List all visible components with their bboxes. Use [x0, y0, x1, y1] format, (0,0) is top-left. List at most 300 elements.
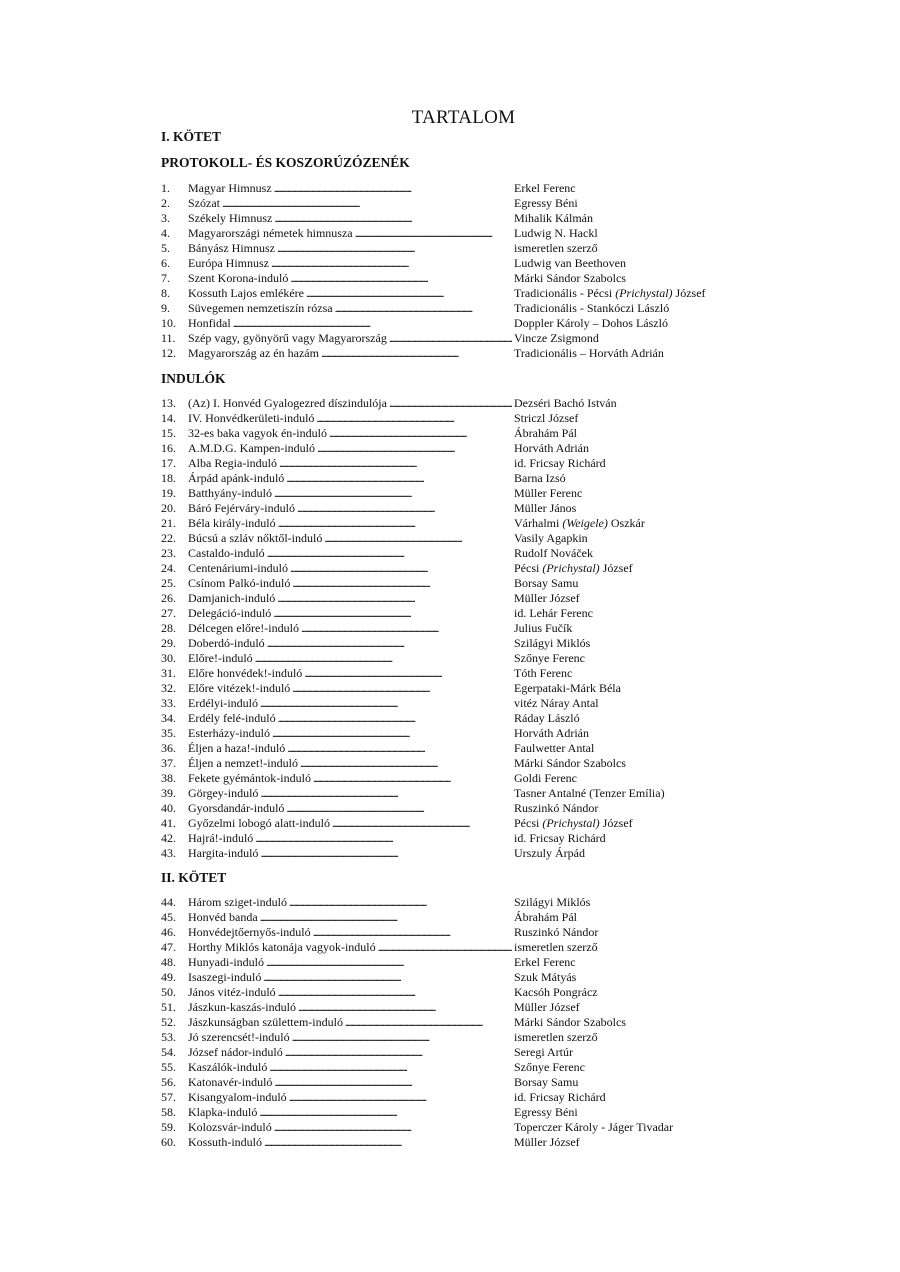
toc-entry	[161, 711, 781, 726]
toc-entry	[161, 985, 781, 1000]
entry-author-text: Ráday László	[514, 711, 580, 725]
entry-number: 39.	[161, 786, 176, 800]
toc-entry	[161, 801, 781, 816]
entry-author	[514, 411, 578, 426]
entry-number: 12.	[161, 346, 176, 360]
entry-number: 15.	[161, 426, 176, 440]
entry-author	[514, 1060, 585, 1075]
entry-author	[514, 985, 598, 1000]
toc-entry	[161, 1030, 781, 1045]
entry-author	[514, 591, 580, 606]
toc-entry	[161, 846, 781, 861]
entry-number: 11.	[161, 331, 176, 345]
entry-title	[188, 970, 512, 985]
toc-entry	[161, 241, 781, 256]
entry-author-text: Szőnye Ferenc	[514, 1060, 585, 1074]
entry-title-text: Klapka-induló	[188, 1105, 258, 1119]
entry-title	[188, 456, 512, 471]
toc-entry	[161, 1000, 781, 1015]
entry-number: 32.	[161, 681, 176, 695]
toc-entry	[161, 331, 781, 346]
entry-author	[514, 910, 577, 925]
entry-author	[514, 831, 606, 846]
volume-heading: II. KÖTET	[161, 870, 227, 885]
entry-title-text: Szép vagy, gyönyörű vagy Magyarország	[188, 331, 387, 345]
entry-number: 50.	[161, 985, 176, 999]
entry-title-text: Horthy Miklós katonája vagyok-induló	[188, 940, 376, 954]
entry-author	[514, 396, 617, 411]
entry-title-text: Bányász Himnusz	[188, 241, 275, 255]
entry-author-text: Kacsóh Pongrácz	[514, 985, 598, 999]
entry-author	[514, 1105, 578, 1120]
entry-author-text: Seregi Artúr	[514, 1045, 573, 1059]
toc-entry	[161, 681, 781, 696]
entry-author	[514, 316, 668, 331]
entry-title-text: Damjanich-induló	[188, 591, 276, 605]
entry-author	[514, 1015, 626, 1030]
entry-number: 42.	[161, 831, 176, 845]
entry-title-text: Fekete gyémántok-induló	[188, 771, 311, 785]
entry-number: 43.	[161, 846, 176, 860]
entry-number: 44.	[161, 895, 176, 909]
toc-entry	[161, 771, 781, 786]
entry-author	[514, 576, 578, 591]
entry-author	[514, 1075, 578, 1090]
toc-entry	[161, 970, 781, 985]
entry-title-text: Éljen a nemzet!-induló	[188, 756, 298, 770]
entry-title-text: Hajrá!-induló	[188, 831, 254, 845]
entry-number: 10.	[161, 316, 176, 330]
entry-author	[514, 816, 633, 831]
entry-author-text-after: József	[599, 561, 633, 575]
entry-title-text: Magyar Himnusz	[188, 181, 272, 195]
entry-title	[188, 910, 512, 925]
entry-author-text: vitéz Náray Antal	[514, 696, 599, 710]
entry-title	[188, 985, 512, 1000]
entry-title	[188, 1045, 512, 1060]
entry-author-text: Faulwetter Antal	[514, 741, 595, 755]
entry-author-alias: (Prichystal)	[542, 816, 600, 830]
entry-title-text: (Az) I. Honvéd Gyalogezred díszindulója	[188, 396, 387, 410]
entry-author-text: id. Fricsay Richárd	[514, 456, 606, 470]
entry-author-text: Ábrahám Pál	[514, 426, 577, 440]
entry-title	[188, 331, 512, 346]
entry-author-text: Szilágyi Miklós	[514, 636, 591, 650]
entry-title	[188, 441, 512, 456]
entry-number: 60.	[161, 1135, 176, 1149]
entry-title-text: Süvegemen nemzetiszín rózsa	[188, 301, 333, 315]
entry-title	[188, 226, 512, 241]
entry-author-text: Szőnye Ferenc	[514, 651, 585, 665]
entry-author	[514, 786, 665, 801]
toc-entry	[161, 576, 781, 591]
entry-author	[514, 516, 645, 531]
entry-number: 51.	[161, 1000, 176, 1014]
entry-author	[514, 226, 598, 241]
toc-entry	[161, 1060, 781, 1075]
entry-title-text: József nádor-induló	[188, 1045, 283, 1059]
entry-title-text: Erdélyi-induló	[188, 696, 258, 710]
entry-author	[514, 456, 606, 471]
entry-author-text: id. Lehár Ferenc	[514, 606, 593, 620]
entry-number: 7.	[161, 271, 170, 285]
entry-title-text: Görgey-induló	[188, 786, 259, 800]
entry-title	[188, 181, 512, 196]
entry-title-text: Alba Regia-induló	[188, 456, 277, 470]
entry-number: 40.	[161, 801, 176, 815]
entry-title-text: Kossuth Lajos emlékére	[188, 286, 304, 300]
entry-title-text: Doberdó-induló	[188, 636, 265, 650]
entry-author	[514, 1000, 580, 1015]
entry-title	[188, 516, 512, 531]
entry-title	[188, 771, 512, 786]
toc-entry	[161, 456, 781, 471]
entry-author	[514, 696, 599, 711]
entry-number: 46.	[161, 925, 176, 939]
entry-number: 3.	[161, 211, 170, 225]
entry-author-alias: (Prichystal)	[615, 286, 673, 300]
entry-title-text: Jászkunságban születtem-induló	[188, 1015, 343, 1029]
entry-title-text: Esterházy-induló	[188, 726, 270, 740]
toc-entry	[161, 516, 781, 531]
toc-entry	[161, 396, 781, 411]
toc-list	[161, 396, 781, 861]
entry-author	[514, 471, 566, 486]
entry-author	[514, 1030, 598, 1045]
entry-number: 26.	[161, 591, 176, 605]
entry-title	[188, 741, 512, 756]
entry-number: 55.	[161, 1060, 176, 1074]
entry-title	[188, 940, 512, 955]
entry-author-text: Urszuly Árpád	[514, 846, 585, 860]
entry-title	[188, 271, 512, 286]
entry-author	[514, 441, 589, 456]
entry-title	[188, 816, 512, 831]
toc-entry	[161, 226, 781, 241]
entry-title	[188, 591, 512, 606]
entry-author-text: ismeretlen szerző	[514, 1030, 598, 1044]
entry-author-text: Mihalik Kálmán	[514, 211, 593, 225]
entry-title-text: Erdély felé-induló	[188, 711, 276, 725]
entry-number: 49.	[161, 970, 176, 984]
entry-author-text-after: József	[599, 816, 633, 830]
entry-number: 5.	[161, 241, 170, 255]
entry-title-text: A.M.D.G. Kampen-induló	[188, 441, 315, 455]
entry-author	[514, 925, 598, 940]
entry-author	[514, 546, 593, 561]
entry-author-text: Pécsi	[514, 816, 543, 830]
entry-number: 20.	[161, 501, 176, 515]
entry-title-text: Európa Himnusz	[188, 256, 269, 270]
entry-author	[514, 681, 621, 696]
entry-title-text: Éljen a haza!-induló	[188, 741, 286, 755]
entry-author-text: Striczl József	[514, 411, 579, 425]
entry-author-text: Horváth Adrián	[514, 441, 589, 455]
entry-number: 56.	[161, 1075, 176, 1089]
entry-title-text: Szent Korona-induló	[188, 271, 289, 285]
entry-title-text: Batthyány-induló	[188, 486, 272, 500]
entry-title-text: Kolozsvár-induló	[188, 1120, 272, 1134]
entry-number: 47.	[161, 940, 176, 954]
entry-title-text: Jó szerencsét!-induló	[188, 1030, 290, 1044]
entry-title-text: Katonavér-induló	[188, 1075, 273, 1089]
entry-author	[514, 286, 706, 301]
entry-title	[188, 1090, 512, 1105]
entry-title	[188, 1030, 512, 1045]
entry-author-text: Márki Sándor Szabolcs	[514, 756, 626, 770]
entry-author	[514, 211, 593, 226]
toc-entry	[161, 591, 781, 606]
entry-title-text: Honvéd banda	[188, 910, 258, 924]
entry-title	[188, 546, 512, 561]
entry-number: 8.	[161, 286, 170, 300]
entry-title	[188, 846, 512, 861]
toc-entry	[161, 816, 781, 831]
entry-author	[514, 501, 576, 516]
entry-title	[188, 1015, 512, 1030]
entry-author-text: Erkel Ferenc	[514, 181, 576, 195]
entry-title	[188, 1105, 512, 1120]
entry-author-text: id. Fricsay Richárd	[514, 1090, 606, 1104]
entry-title	[188, 831, 512, 846]
entry-author-text: Tóth Ferenc	[514, 666, 573, 680]
entry-author-text: Márki Sándor Szabolcs	[514, 1015, 626, 1029]
entry-number: 24.	[161, 561, 176, 575]
entry-number: 45.	[161, 910, 176, 924]
toc-entry	[161, 831, 781, 846]
entry-author-text: Szilágyi Miklós	[514, 895, 591, 909]
entry-author-text: Barna Izsó	[514, 471, 566, 485]
entry-author-text: Vincze Zsigmond	[514, 331, 599, 345]
entry-number: 4.	[161, 226, 170, 240]
entry-title-text: Hargita-induló	[188, 846, 259, 860]
entry-author	[514, 621, 572, 636]
entry-title-text: 32-es baka vagyok én-induló	[188, 426, 327, 440]
entry-author-text: Szuk Mátyás	[514, 970, 577, 984]
toc-entry	[161, 486, 781, 501]
entry-author-text: Müller József	[514, 591, 580, 605]
entry-title	[188, 256, 512, 271]
toc-entry	[161, 531, 781, 546]
entry-author	[514, 256, 626, 271]
entry-author-text: ismeretlen szerző	[514, 241, 598, 255]
toc-entry	[161, 726, 781, 741]
entry-title	[188, 895, 512, 910]
entry-author-text: Ludwig van Beethoven	[514, 256, 626, 270]
toc-entry	[161, 546, 781, 561]
entry-title-text: Jászkun-kaszás-induló	[188, 1000, 296, 1014]
entry-title	[188, 681, 512, 696]
entry-author-text-after: József	[672, 286, 706, 300]
entry-author-text: Dezséri Bachó István	[514, 396, 617, 410]
entry-number: 16.	[161, 441, 176, 455]
entry-title-text: Kossuth-induló	[188, 1135, 263, 1149]
entry-author	[514, 531, 588, 546]
entry-title-text: Castaldo-induló	[188, 546, 265, 560]
toc-entry	[161, 666, 781, 681]
toc-entry	[161, 741, 781, 756]
entry-number: 28.	[161, 621, 176, 635]
entry-number: 59.	[161, 1120, 176, 1134]
entry-author-alias: (Weigele)	[562, 516, 608, 530]
entry-author	[514, 426, 577, 441]
toc-entry	[161, 925, 781, 940]
entry-title-text: Három sziget-induló	[188, 895, 287, 909]
entry-author	[514, 241, 598, 256]
toc-entry	[161, 756, 781, 771]
entry-title-text: Búcsú a szláv nőktől-induló	[188, 531, 323, 545]
entry-title-text: Magyarországi németek himnusza	[188, 226, 353, 240]
entry-number: 35.	[161, 726, 176, 740]
toc-entry	[161, 1090, 781, 1105]
entry-number: 36.	[161, 741, 176, 755]
toc-entry	[161, 940, 781, 955]
entry-title-text: Kaszálók-induló	[188, 1060, 268, 1074]
toc-entry	[161, 1015, 781, 1030]
entry-author-text: ismeretlen szerző	[514, 940, 598, 954]
entry-author-text: Tradicionális – Horváth Adrián	[514, 346, 664, 360]
entry-author-text: Tradicionális - Pécsi	[514, 286, 616, 300]
entry-title-text: Gyorsdandár-induló	[188, 801, 285, 815]
entry-author	[514, 771, 577, 786]
toc-entry	[161, 471, 781, 486]
entry-number: 14.	[161, 411, 176, 425]
entry-number: 27.	[161, 606, 176, 620]
toc-entry	[161, 196, 781, 211]
entry-title-text: Csínom Palkó-induló	[188, 576, 291, 590]
entry-number: 29.	[161, 636, 176, 650]
entry-author-text: Ruszinkó Nándor	[514, 925, 599, 939]
entry-author-text: Pécsi	[514, 561, 543, 575]
toc-entry	[161, 286, 781, 301]
toc-entry	[161, 955, 781, 970]
entry-author	[514, 271, 626, 286]
entry-author-text: Ruszinkó Nándor	[514, 801, 599, 815]
entry-author	[514, 741, 594, 756]
entry-title	[188, 1000, 512, 1015]
toc-entry	[161, 895, 781, 910]
entry-number: 17.	[161, 456, 176, 470]
toc-entry	[161, 346, 781, 361]
entry-author-text: Márki Sándor Szabolcs	[514, 271, 626, 285]
toc-entry	[161, 501, 781, 516]
entry-author	[514, 561, 633, 576]
toc-entry	[161, 301, 781, 316]
entry-title	[188, 241, 512, 256]
entry-author	[514, 711, 580, 726]
section-heading: PROTOKOLL- ÉS KOSZORÚZÓZENÉK	[161, 155, 410, 170]
entry-author	[514, 1120, 673, 1135]
entry-number: 52.	[161, 1015, 176, 1029]
entry-author-text: Horváth Adrián	[514, 726, 589, 740]
entry-author	[514, 895, 590, 910]
toc-entry	[161, 651, 781, 666]
entry-title	[188, 486, 512, 501]
toc-entry	[161, 786, 781, 801]
entry-title-text: Délcegen előre!-induló	[188, 621, 299, 635]
entry-title-text: Árpád apánk-induló	[188, 471, 285, 485]
entry-title-text: Magyarország az én hazám	[188, 346, 319, 360]
entry-title	[188, 726, 512, 741]
entry-title-text: Centenáriumi-induló	[188, 561, 288, 575]
entry-author	[514, 181, 576, 196]
toc-entry	[161, 411, 781, 426]
entry-author-text: Borsay Samu	[514, 1075, 579, 1089]
entry-title-text: Előre!-induló	[188, 651, 253, 665]
entry-author	[514, 940, 598, 955]
entry-author	[514, 1135, 580, 1150]
toc-entry	[161, 606, 781, 621]
entry-author	[514, 970, 576, 985]
entry-title-text: Székely Himnusz	[188, 211, 273, 225]
entry-author-text: id. Fricsay Richárd	[514, 831, 606, 845]
entry-author	[514, 651, 585, 666]
toc-entry	[161, 1120, 781, 1135]
entry-author-text: Várhalmi	[514, 516, 563, 530]
entry-author-text-after: Oszkár	[607, 516, 645, 530]
entry-author-text: Vasily Agapkin	[514, 531, 588, 545]
entry-author-text: Egressy Béni	[514, 1105, 578, 1119]
entry-author	[514, 636, 590, 651]
page-title: TARTALOM	[411, 107, 516, 128]
entry-author-text: Toperczer Károly - Jáger Tivadar	[514, 1120, 674, 1134]
entry-title	[188, 651, 512, 666]
entry-title	[188, 696, 512, 711]
entry-author	[514, 955, 576, 970]
entry-number: 22.	[161, 531, 176, 545]
entry-number: 1.	[161, 181, 170, 195]
entry-author-text: Müller Ferenc	[514, 486, 583, 500]
entry-author-text: Tradicionális - Stankóczi László	[514, 301, 670, 315]
toc-entry	[161, 441, 781, 456]
toc-entry	[161, 1075, 781, 1090]
entry-number: 6.	[161, 256, 170, 270]
toc-entry	[161, 181, 781, 196]
entry-title-text: Báró Fejérváry-induló	[188, 501, 295, 515]
entry-number: 30.	[161, 651, 176, 665]
toc-entry	[161, 271, 781, 286]
entry-number: 38.	[161, 771, 176, 785]
entry-title	[188, 606, 512, 621]
entry-title-text: Győzelmi lobogó alatt-induló	[188, 816, 330, 830]
entry-author-text: Ábrahám Pál	[514, 910, 577, 924]
entry-number: 34.	[161, 711, 176, 725]
entry-number: 58.	[161, 1105, 176, 1119]
entry-title-text: Szózat	[188, 196, 220, 210]
toc-entry	[161, 636, 781, 651]
toc-list	[161, 181, 781, 361]
toc-entry	[161, 256, 781, 271]
entry-number: 41.	[161, 816, 176, 830]
entry-title	[188, 286, 512, 301]
entry-title-text: IV. Honvédkerületi-induló	[188, 411, 315, 425]
entry-title	[188, 301, 512, 316]
entry-author-text: Ludwig N. Hackl	[514, 226, 598, 240]
entry-title	[188, 1120, 512, 1135]
entry-title-text: Hunyadi-induló	[188, 955, 264, 969]
entry-title	[188, 801, 512, 816]
volume-heading: I. KÖTET	[161, 129, 222, 144]
entry-author	[514, 801, 598, 816]
entry-title	[188, 1075, 512, 1090]
entry-number: 25.	[161, 576, 176, 590]
entry-author-text: Egerpataki-Márk Béla	[514, 681, 621, 695]
entry-title	[188, 501, 512, 516]
entry-author-text: Müller József	[514, 1000, 580, 1014]
entry-title-text: Előre honvédek!-induló	[188, 666, 303, 680]
entry-title	[188, 196, 512, 211]
entry-number: 23.	[161, 546, 176, 560]
